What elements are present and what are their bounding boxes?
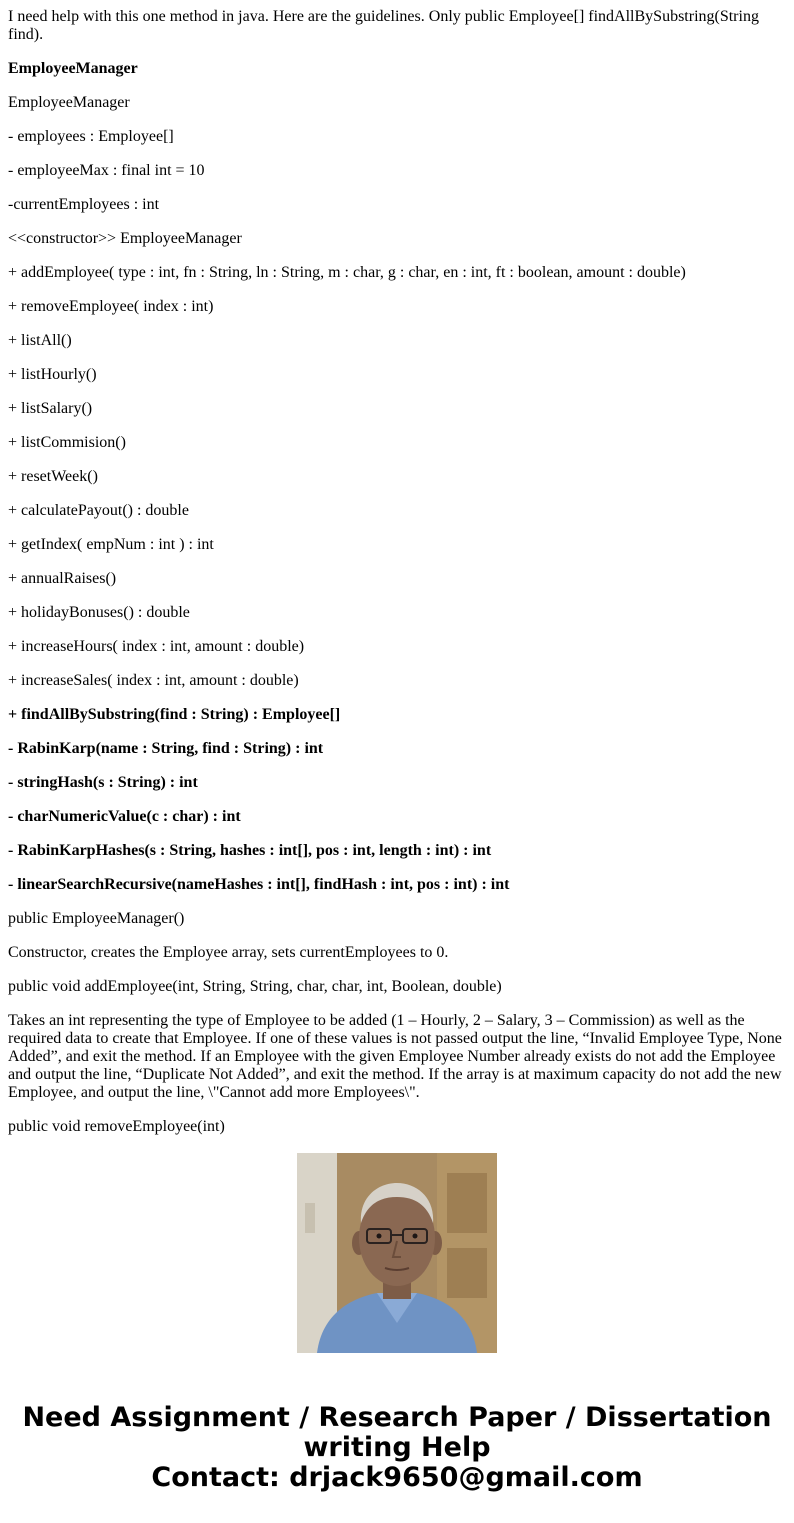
constructor-line: <<constructor>> EmployeeManager	[8, 230, 242, 247]
add-employee-signature: public void addEmployee(int, String, String, char, char, int, Boolean, double)	[8, 978, 502, 995]
method-line: + increaseHours( index : int, amount : double)	[8, 638, 305, 655]
method-line: + listSalary()	[8, 400, 93, 417]
bold-method-line: + findAllBySubstring(find : String) : Employee[]	[8, 706, 341, 723]
promo-contact: Contact: drjack9650@gmail.com	[151, 1462, 643, 1493]
method-line: + removeEmployee( index : int)	[8, 298, 214, 315]
promo-line: writing Help	[303, 1432, 491, 1463]
field-line: - employeeMax : final int = 10	[8, 162, 205, 179]
remove-employee-signature: public void removeEmployee(int)	[8, 1118, 225, 1135]
class-name: EmployeeManager	[8, 94, 130, 111]
method-line: + listHourly()	[8, 366, 97, 383]
add-employee-description: Takes an int representing the type of Employee to be added (1 – Hourly, 2 – Salary, 3 – Commission) as well as the required data to create that Employee. If one of these values is not passed output the line, “Invalid Employee Type, None Added”, and exit the method. If an Employee with the given Employee Number already exists do not add the Employee and output the line, “Duplicate Not Added”, and exit the method. If the array is at maximum capacity do not add the new Employee, and output the line, \"Cannot add more Employees\".	[8, 1012, 782, 1101]
method-line: + holidayBonuses() : double	[8, 604, 190, 621]
method-line: + listAll()	[8, 332, 72, 349]
portrait-photo	[297, 1153, 497, 1353]
method-line: + calculatePayout() : double	[8, 502, 189, 519]
method-line: + listCommision()	[8, 434, 126, 451]
constructor-description: Constructor, creates the Employee array, sets currentEmployees to 0.	[8, 944, 449, 961]
field-line: - employees : Employee[]	[8, 128, 174, 145]
promo-line: Need Assignment / Research Paper / Dissertation	[22, 1402, 772, 1433]
intro-paragraph: I need help with this one method in java. Here are the guidelines. Only public Employee[] findAllBySubstring(String find).	[8, 8, 759, 43]
method-line: + addEmployee( type : int, fn : String, ln : String, m : char, g : char, en : int, ft : boolean, amount : double)	[8, 264, 686, 281]
field-line: -currentEmployees : int	[8, 196, 160, 213]
bold-method-line: - stringHash(s : String) : int	[8, 774, 198, 791]
method-line: + resetWeek()	[8, 468, 98, 485]
bold-method-line: - charNumericValue(c : char) : int	[8, 808, 241, 825]
constructor-signature: public EmployeeManager()	[8, 910, 185, 927]
question-text	[8, 8, 786, 1135]
method-line: + increaseSales( index : int, amount : double)	[8, 672, 299, 689]
bold-method-line: - RabinKarpHashes(s : String, hashes : int[], pos : int, length : int) : int	[8, 842, 492, 859]
bold-method-line: - linearSearchRecursive(nameHashes : int[], findHash : int, pos : int) : int	[8, 876, 510, 893]
promo-banner	[0, 1403, 794, 1493]
method-line: + annualRaises()	[8, 570, 117, 587]
avatar	[297, 1153, 497, 1353]
bold-method-line: - RabinKarp(name : String, find : String) : int	[8, 740, 324, 757]
class-heading: EmployeeManager	[8, 60, 138, 77]
method-line: + getIndex( empNum : int ) : int	[8, 536, 214, 553]
